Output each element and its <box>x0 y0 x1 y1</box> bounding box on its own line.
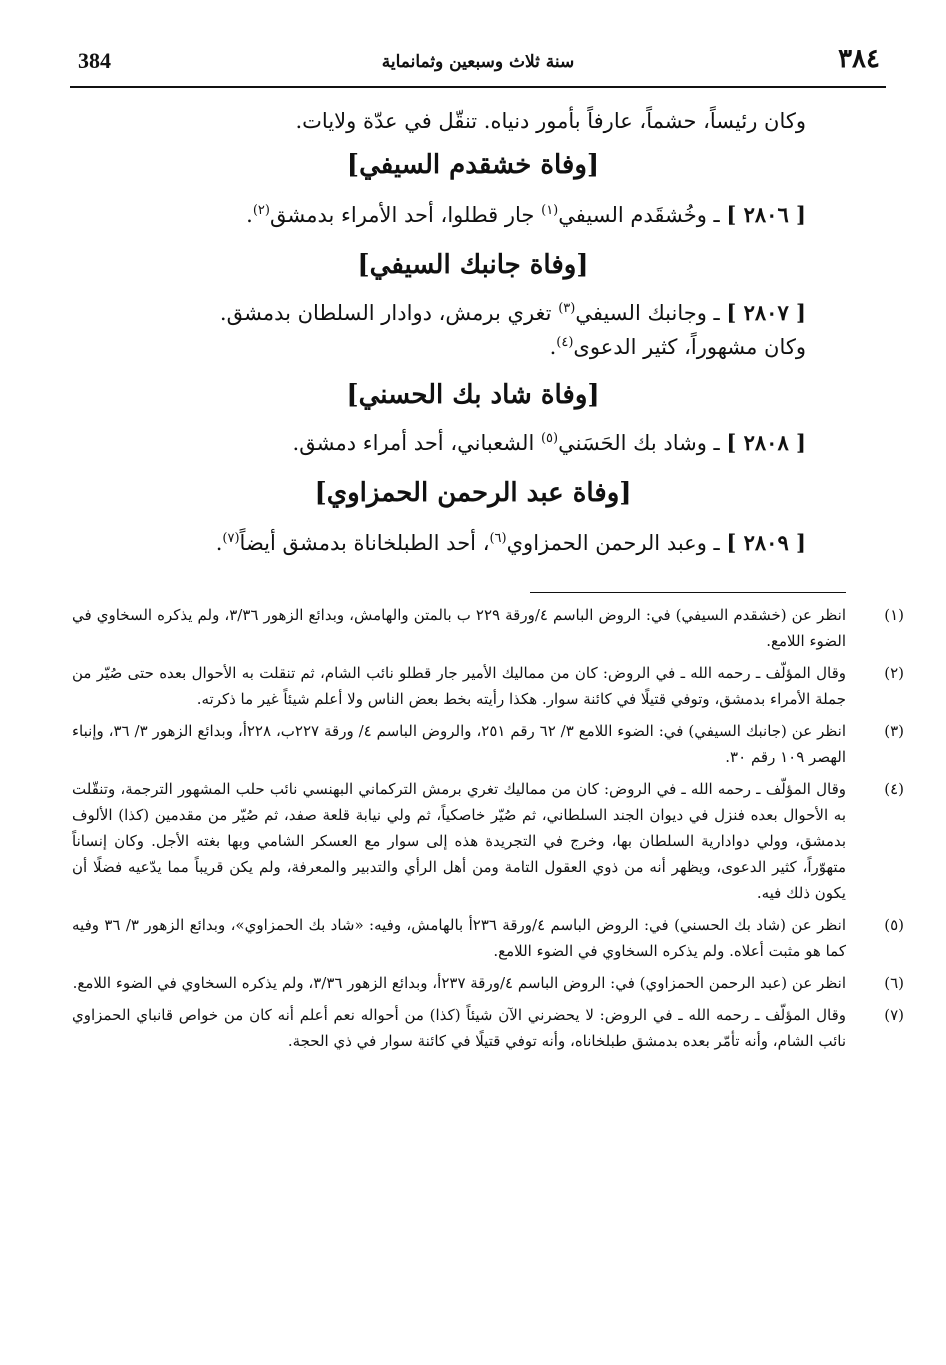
page-header <box>70 44 886 88</box>
entry-text: الشعباني، أحد أمراء دمشق. <box>292 431 535 455</box>
page-number-arabic: ٣٨٤ <box>838 44 880 74</box>
footnote-text: وقال المؤلّف ـ رحمه الله ـ في الروض: كان من مماليك الأمير جار قطلو نائب الشام، ثم تنقلت به الأحوال بعده حتى صُيّر من جملة الأمراء بدمشق، وتوفي قتيلًا في كائنة سوار. هكذا رأيته بخط بعض الناس ولا أعلم شيئاً غير ما ذكرته. <box>72 664 846 708</box>
running-title: سنة ثلاث وسبعين وثمانماية <box>381 52 575 72</box>
entry-text: . <box>549 335 557 359</box>
footnote-number: (٢) <box>884 664 904 682</box>
footnote-text: انظر عن (خشقدم السيفي) في: الروض الباسم ٤/ورقة ٢٢٩ ب بالمتن والهامش، وبدائع الزهور ٣/٣٦، ولم يذكره السخاوي في الضوء اللامع. <box>72 606 846 650</box>
footnote-item <box>72 776 904 906</box>
footnotes <box>72 602 904 1054</box>
footnote-number: (١) <box>884 606 904 624</box>
footnote-item <box>72 718 904 770</box>
footnote-item <box>72 970 904 996</box>
footnote-item <box>72 660 904 712</box>
footnote-ref[interactable]: (٤) <box>556 335 574 350</box>
footnote-text: انظر عن (عبد الرحمن الحمزاوي) في: الروض الباسم ٤/ورقة ٢٣٧أ، وبدائع الزهور ٣/٣٦، ولم يذكره السخاوي في الضوء اللامع. <box>72 974 846 992</box>
footnote-text: انظر عن (شاد بك الحسني) في: الروض الباسم ٤/ورقة ٢٣٦أ بالهامش، وفيه: «شاد بك الحمزاوي»، وبدائع الزهور ٣/ ٣٦ وفيه كما هو مثبت أعلاه. ولم يذكره السخاوي في الضوء اللامع. <box>72 916 846 960</box>
footnote-item <box>72 602 904 654</box>
footnote-item <box>72 912 904 964</box>
entry-2809 <box>120 526 806 560</box>
entry-text: ـ وجانبك السيفي <box>575 301 720 325</box>
entry-text: ، أحد الطبلخاناة بدمشق أيضاً <box>239 531 490 555</box>
section-heading: [وفاة عبد الرحمن الحمزاوي] <box>314 478 632 508</box>
footnote-text: وقال المؤلّف ـ رحمه الله ـ في الروض: لا يحضرني الآن شيئاً (كذا) من أحواله نعم أعلم أنه كان من خواص قانباي الحمزاوي نائب الشام، وأنه تأمّر بعده بدمشق طبلخاناه، وأنه توفي قتيلًا في كائنة سوار في ذي الحجة. <box>72 1006 846 1050</box>
entry-text: تغري برمش، دوادار السلطان بدمشق. <box>219 301 552 325</box>
footnote-ref[interactable]: (٣) <box>558 301 576 316</box>
section-heading: [وفاة جانبك السيفي] <box>357 250 589 280</box>
footnote-separator <box>530 592 846 593</box>
footnote-number: (٥) <box>884 916 904 934</box>
footnote-text: انظر عن (جانبك السيفي) في: الضوء اللامع ٣/ ٦٢ رقم ٢٥١، والروض الباسم ٤/ ورقة ٢٢٧ب، ٢٢٨أ، وبدائع الزهور ٣/ ٣٦، وإنباء الهصر ١٠٩ رقم ٣٠. <box>72 722 846 766</box>
section-heading: [وفاة شاد بك الحسني] <box>346 380 600 410</box>
footnote-item <box>72 1002 904 1054</box>
entry-text: جار قطلوا، أحد الأمراء بدمشق <box>269 203 535 227</box>
entry-text: ـ وعبد الرحمن الحمزاوي <box>506 531 720 555</box>
footnote-ref[interactable]: (١) <box>541 203 559 218</box>
footnote-ref[interactable]: (٦) <box>489 531 507 546</box>
page-number-latin: 384 <box>78 48 111 73</box>
footnote-ref[interactable]: (٢) <box>252 203 270 218</box>
footnote-number: (٦) <box>884 974 904 992</box>
entry-2808 <box>120 426 806 460</box>
entry-number: [ ٢٨٠٧ ] <box>726 300 806 325</box>
entry-2806 <box>120 198 806 232</box>
footnote-number: (٧) <box>884 1006 904 1024</box>
entry-number: [ ٢٨٠٨ ] <box>726 430 806 455</box>
footnote-number: (٤) <box>884 780 904 798</box>
entry-text: وكان مشهوراً، كثير الدعوى <box>573 335 806 359</box>
footnote-number: (٣) <box>884 722 904 740</box>
footnote-ref[interactable]: (٥) <box>540 431 559 446</box>
entry-text: . <box>246 203 253 227</box>
entry-2807 <box>120 296 806 364</box>
footnote-text: وقال المؤلّف ـ رحمه الله ـ في الروض: كان من مماليك تغري برمش التركماني البهنسي نائب حلب المشهور الترجمة، وتنقّلت به الأحوال بعده فنزل في ديوان الجند السلطاني، ثم صُيّر خاصكياً، ثم ولي نيابة قلعة صفد، ثم صُيّر من مقدمين (كذا) الألوف بدمشق، وولي دوادارية السلطان بها، وخرج في التجريدة هذه إلى سوار مع العسكر الشامي وبها بغته الأجل. وكان إنساناً متهوّراً، كثير الدعوى، ويظهر أنه من ذوي العقول التامة ومن أهل الرأي والتدبير والمعرفة، ولم يكن قريباً مما يدّعيه فضلًا أن يكون ذلك فيه. <box>72 780 846 902</box>
footnote-ref[interactable]: (٧) <box>222 531 240 546</box>
entry-text: . <box>215 531 223 555</box>
entry-number: [ ٢٨٠٦ ] <box>726 202 806 227</box>
entry-number: [ ٢٨٠٩ ] <box>726 530 806 555</box>
entry-text: ـ وشاد بك الحَسَني <box>558 431 720 455</box>
intro-line: وكان رئيساً، حشماً، عارفاً بأمور دنياه. تنقّل في عدّة ولايات. <box>295 109 806 133</box>
section-heading: [وفاة خشقدم السيفي] <box>346 150 600 180</box>
entry-text: ـ وخُشقَدم السيفي <box>558 203 720 227</box>
